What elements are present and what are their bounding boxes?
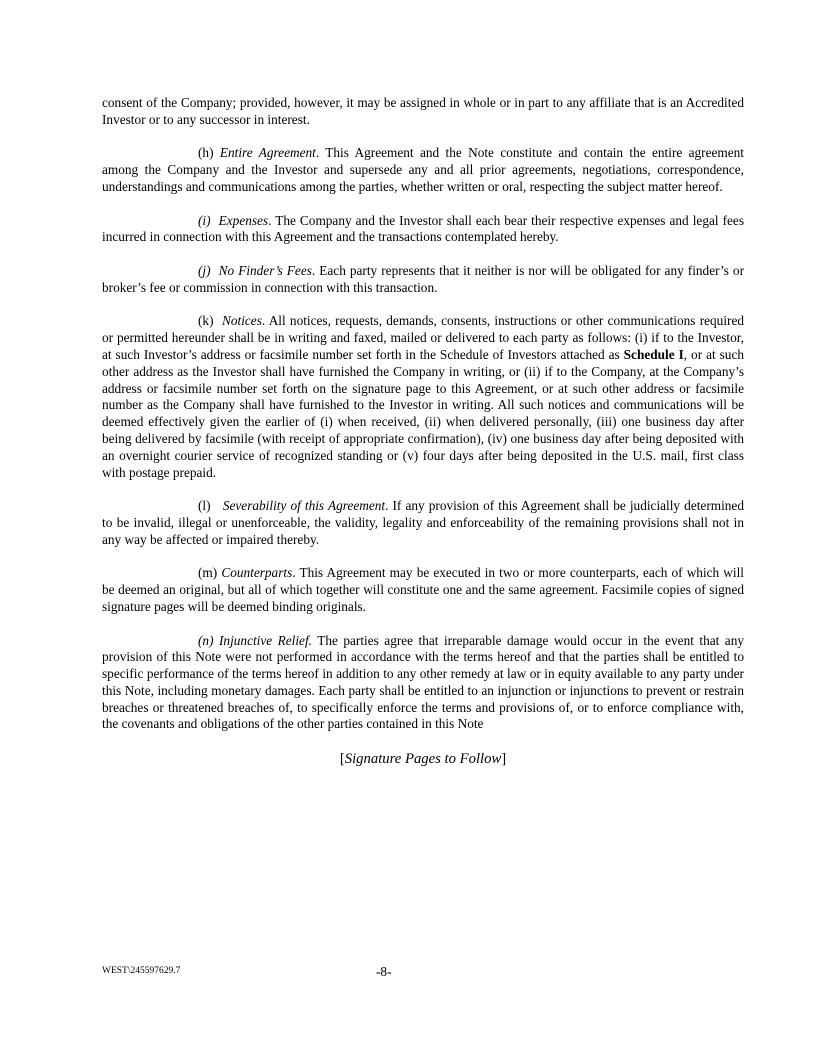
signature-note-text: Signature Pages to Follow [344, 751, 502, 768]
schedule-i-reference: Schedule I [623, 346, 684, 362]
section-l-severability [102, 498, 744, 548]
section-marker: (m) [198, 565, 218, 581]
section-marker: (h) [198, 145, 214, 161]
footer-document-id: WEST\245597629.7 [102, 966, 181, 976]
section-n-injunctive-relief [102, 633, 744, 734]
document-body [102, 95, 744, 768]
section-heading-suffix: . [385, 498, 389, 514]
section-heading: Entire Agreement [219, 145, 316, 161]
section-heading: Counterparts [221, 565, 293, 581]
section-heading-suffix: . [292, 565, 296, 581]
section-heading: Expenses [218, 212, 269, 228]
signature-pages-note [102, 751, 744, 768]
section-marker: (n) [198, 632, 214, 648]
section-text: The Company and the Investor shall each bear their respective expenses and legal fees incurred in connection with this Agreement and the transactions contemplated hereby. [102, 212, 745, 245]
section-i-expenses [102, 213, 744, 247]
section-heading-suffix: . [311, 262, 316, 278]
section-heading: No Finder’s Fees [218, 262, 312, 278]
section-heading-suffix: . [261, 313, 266, 329]
section-k-notices [102, 313, 744, 481]
section-marker: (l) [198, 498, 211, 514]
section-text: This Agreement may be executed in two or more counterparts, each of which will be deemed an original, but all of which together will constitute one and the same agreement. Facsimile copies of signed signature pages will be deemed binding originals. [102, 565, 744, 614]
section-heading-suffix: . [268, 212, 272, 228]
section-heading: Notices [221, 313, 262, 329]
section-heading: Injunctive Relief. [219, 632, 312, 648]
footer-page-number: -8- [376, 964, 392, 979]
section-marker: (k) [198, 313, 214, 329]
section-m-counterparts [102, 565, 744, 615]
section-h-entire-agreement [102, 145, 744, 195]
section-heading-suffix: . [315, 145, 320, 161]
section-j-no-finders-fees [102, 263, 744, 297]
signature-note-close-bracket: ] [501, 751, 507, 768]
signature-note-open-bracket: [ [339, 751, 345, 768]
section-text: If any provision of this Agreement shall be judicially determined to be invalid, illegal or unenforceable, the validity, legality and enforceability of the remaining provisions shall not in any way be affected or impaired thereby. [102, 498, 744, 547]
continued-text: consent of the Company; provided, however, it may be assigned in whole or in part to any affiliate that is an Accredited Investor or to any successor in interest. [102, 95, 744, 127]
section-marker: (j) [198, 262, 211, 278]
section-text: This Agreement and the Note constitute and contain the entire agreement among the Company and the Investor and supersede any and all prior agreements, negotiations, correspondence, understandings and communications among the parties, whether written or oral, respecting the subject matter hereof. [102, 145, 745, 194]
section-marker: (i) [198, 212, 211, 228]
section-text-part-1: All notices, requests, demands, consents, instructions or other communications required or permitted hereunder shall be in writing and faxed, mailed or delivered to each party as follows: (i) if to the Investor, at such Investor’s address or facsimile number set forth in the Schedule of Investors attached as [102, 313, 744, 362]
section-heading: Severability of this Agreement [222, 498, 386, 514]
section-text: The parties agree that irreparable damage would occur in the event that any provision of this Note were not performed in accordance with the terms hereof and that the parties shall be entitled to specific performance of the terms hereof in addition to any other remedy at law or in equity available to any party under this Note, including monetary damages. Each party shall be entitled to an injunction or injunctions to prevent or restrain breaches or threatened breaches of, to specifically enforce the terms and provisions of, or to enforce compliance with, the covenants and obligations of the other parties contained in this Note [102, 632, 744, 732]
section-text: Each party represents that it neither is nor will be obligated for any finder’s or broker’s fee or commission in connection with this transaction. [102, 262, 744, 295]
continued-paragraph [102, 95, 744, 129]
section-text-part-2: , or at such other address as the Investor shall have furnished the Company in writing, or (ii) if to the Company, at the Company’s address or facsimile number set forth on the signature page to this Agreement, or at such other address or facsimile number as the Company shall have furnished to the Investor in writing. All such notices and communications will be deemed effectively given the earlier of (i) when received, (ii) when delivered personally, (iii) one business day after being delivered by facsimile (with receipt of appropriate confirmation), (iv) one business day after being deposited with an overnight courier service of recognized standing or (v) four days after being deposited in the U.S. mail, first class with postage prepaid. [102, 346, 745, 480]
